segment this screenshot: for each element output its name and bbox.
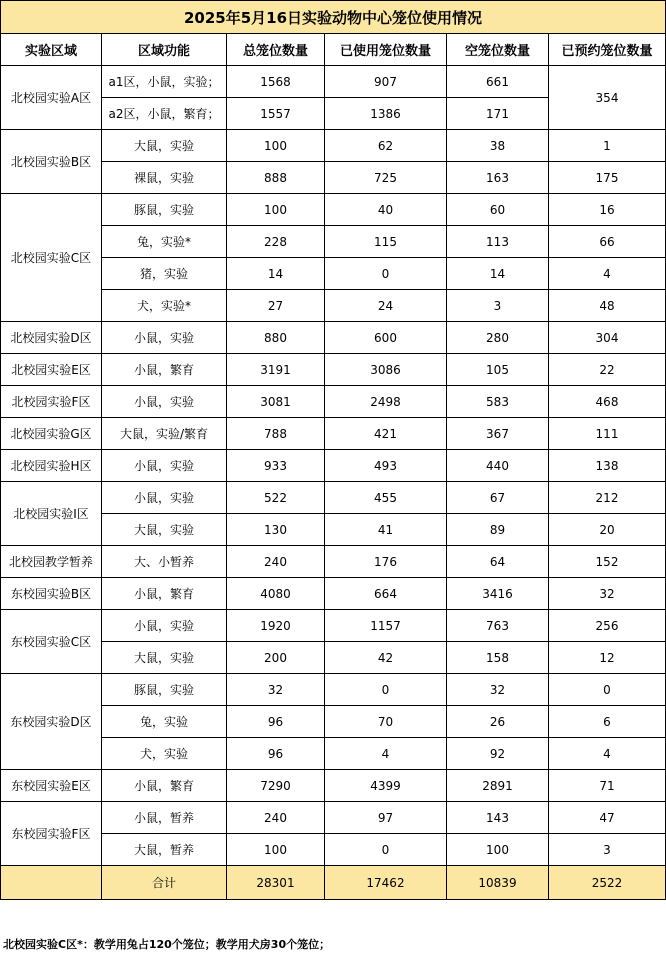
- area-name-cell: 东校园实验D区: [1, 674, 102, 770]
- function-cell: 小鼠，实验: [102, 610, 227, 642]
- table-row: [1, 770, 666, 802]
- used-cell: 41: [325, 514, 447, 546]
- empty-cell: 64: [447, 546, 549, 578]
- used-cell: 2498: [325, 386, 447, 418]
- empty-cell: 367: [447, 418, 549, 450]
- table-row: [1, 322, 666, 354]
- area-name-cell: 东校园实验E区: [1, 770, 102, 802]
- empty-cell: 113: [447, 226, 549, 258]
- function-cell: a2区，小鼠，繁育；: [102, 98, 227, 130]
- reserved-cell: 47: [549, 802, 666, 834]
- empty-cell: 60: [447, 194, 549, 226]
- function-cell: 犬，实验*: [102, 290, 227, 322]
- function-cell: 豚鼠，实验: [102, 194, 227, 226]
- reserved-cell: 48: [549, 290, 666, 322]
- area-name-cell: 北校园实验H区: [1, 450, 102, 482]
- total-cell: 27: [227, 290, 325, 322]
- empty-cell: 763: [447, 610, 549, 642]
- used-cell: 62: [325, 130, 447, 162]
- reserved-cell: 6: [549, 706, 666, 738]
- function-cell: 小鼠，繁育: [102, 578, 227, 610]
- empty-cell: 3416: [447, 578, 549, 610]
- reserved-cell: 4: [549, 258, 666, 290]
- area-name-cell: 东校园实验F区: [1, 802, 102, 866]
- header-function: 区域功能: [102, 34, 227, 66]
- used-cell: 0: [325, 674, 447, 706]
- title-row: [1, 1, 666, 34]
- empty-cell: 158: [447, 642, 549, 674]
- function-cell: 小鼠，繁育: [102, 354, 227, 386]
- total-cell: 96: [227, 706, 325, 738]
- empty-cell: 3: [447, 290, 549, 322]
- function-cell: 小鼠，实验: [102, 322, 227, 354]
- area-name-cell: 北校园实验E区: [1, 354, 102, 386]
- total-cell: 130: [227, 514, 325, 546]
- empty-cell: 583: [447, 386, 549, 418]
- total-cell: 100: [227, 834, 325, 866]
- reserved-cell: 1: [549, 130, 666, 162]
- function-cell: 大、小暂养: [102, 546, 227, 578]
- used-cell: 421: [325, 418, 447, 450]
- table-row: [1, 610, 666, 642]
- function-cell: 猪，实验: [102, 258, 227, 290]
- area-name-cell: 北校园实验B区: [1, 130, 102, 194]
- total-cell: 32: [227, 674, 325, 706]
- empty-cell: 661: [447, 66, 549, 98]
- function-cell: 小鼠，繁育: [102, 770, 227, 802]
- total-cell: 14: [227, 258, 325, 290]
- reserved-cell: 111: [549, 418, 666, 450]
- area-name-cell: 北校园教学暂养: [1, 546, 102, 578]
- reserved-cell: 66: [549, 226, 666, 258]
- reserved-cell: 212: [549, 482, 666, 514]
- function-cell: 豚鼠，实验: [102, 674, 227, 706]
- function-cell: 兔，实验*: [102, 226, 227, 258]
- empty-cell: 14: [447, 258, 549, 290]
- total-cell: 1557: [227, 98, 325, 130]
- total-cell: 228: [227, 226, 325, 258]
- used-cell: 0: [325, 834, 447, 866]
- area-name-cell: 北校园实验G区: [1, 418, 102, 450]
- used-cell: 40: [325, 194, 447, 226]
- function-cell: 大鼠，实验: [102, 514, 227, 546]
- reserved-cell: 152: [549, 546, 666, 578]
- empty-cell: 143: [447, 802, 549, 834]
- empty-cell: 105: [447, 354, 549, 386]
- header-reserved: 已预约笼位数量: [549, 34, 666, 66]
- used-cell: 0: [325, 258, 447, 290]
- empty-cell: 100: [447, 834, 549, 866]
- area-name-cell: 东校园实验C区: [1, 610, 102, 674]
- total-label: 合计: [102, 866, 227, 900]
- function-cell: 小鼠，实验: [102, 482, 227, 514]
- used-cell: 455: [325, 482, 447, 514]
- function-cell: 大鼠，实验/繁育: [102, 418, 227, 450]
- function-cell: 大鼠，暂养: [102, 834, 227, 866]
- total-cages: 28301: [227, 866, 325, 900]
- function-cell: 小鼠，实验: [102, 450, 227, 482]
- function-cell: 小鼠，暂养: [102, 802, 227, 834]
- reserved-cell: 20: [549, 514, 666, 546]
- empty-cell: 163: [447, 162, 549, 194]
- table-row: [1, 194, 666, 226]
- reserved-cell: 4: [549, 738, 666, 770]
- function-cell: 小鼠，实验: [102, 386, 227, 418]
- empty-cell: 92: [447, 738, 549, 770]
- total-reserved: 2522: [549, 866, 666, 900]
- reserved-cell: 138: [549, 450, 666, 482]
- used-cell: 176: [325, 546, 447, 578]
- reserved-cell: 3: [549, 834, 666, 866]
- total-cell: 7290: [227, 770, 325, 802]
- area-name-cell: 北校园实验I区: [1, 482, 102, 546]
- table-row: [1, 482, 666, 514]
- used-cell: 3086: [325, 354, 447, 386]
- table-row: [1, 354, 666, 386]
- table-row: [1, 386, 666, 418]
- total-cell: 240: [227, 546, 325, 578]
- total-cell: 3191: [227, 354, 325, 386]
- footnote: 北校园实验C区*：教学用兔占120个笼位；教学用犬房30个笼位；: [3, 938, 331, 951]
- table-row: [1, 418, 666, 450]
- total-used: 17462: [325, 866, 447, 900]
- table-row: [1, 130, 666, 162]
- total-cell: 96: [227, 738, 325, 770]
- empty-cell: 26: [447, 706, 549, 738]
- used-cell: 907: [325, 66, 447, 98]
- reserved-cell: 71: [549, 770, 666, 802]
- header-total: 总笼位数量: [227, 34, 325, 66]
- total-cell: 888: [227, 162, 325, 194]
- table-row: [1, 450, 666, 482]
- function-cell: 裸鼠，实验: [102, 162, 227, 194]
- used-cell: 493: [325, 450, 447, 482]
- function-cell: 大鼠，实验: [102, 130, 227, 162]
- empty-cell: 280: [447, 322, 549, 354]
- reserved-cell: 0: [549, 674, 666, 706]
- total-cell: 3081: [227, 386, 325, 418]
- total-cell: 880: [227, 322, 325, 354]
- table-row: [1, 802, 666, 834]
- used-cell: 1386: [325, 98, 447, 130]
- total-cell: 100: [227, 194, 325, 226]
- empty-cell: 171: [447, 98, 549, 130]
- area-name-cell: 北校园实验D区: [1, 322, 102, 354]
- total-blank: [1, 866, 102, 900]
- header-area: 实验区域: [1, 34, 102, 66]
- table-row: [1, 674, 666, 706]
- table-row: [1, 578, 666, 610]
- header-row: [1, 34, 666, 66]
- header-empty: 空笼位数量: [447, 34, 549, 66]
- reserved-cell: 304: [549, 322, 666, 354]
- function-cell: a1区，小鼠，实验；: [102, 66, 227, 98]
- used-cell: 24: [325, 290, 447, 322]
- area-name-cell: 北校园实验C区: [1, 194, 102, 322]
- used-cell: 664: [325, 578, 447, 610]
- total-empty: 10839: [447, 866, 549, 900]
- empty-cell: 2891: [447, 770, 549, 802]
- total-cell: 200: [227, 642, 325, 674]
- total-cell: 100: [227, 130, 325, 162]
- total-cell: 933: [227, 450, 325, 482]
- header-used: 已使用笼位数量: [325, 34, 447, 66]
- used-cell: 70: [325, 706, 447, 738]
- reserved-cell: 468: [549, 386, 666, 418]
- used-cell: 42: [325, 642, 447, 674]
- total-cell: 1920: [227, 610, 325, 642]
- empty-cell: 32: [447, 674, 549, 706]
- used-cell: 4: [325, 738, 447, 770]
- table-row: [1, 66, 666, 98]
- empty-cell: 440: [447, 450, 549, 482]
- total-cell: 522: [227, 482, 325, 514]
- table-title: 2025年5月16日实验动物中心笼位使用情况: [1, 1, 666, 34]
- total-row: [1, 866, 666, 900]
- total-cell: 4080: [227, 578, 325, 610]
- function-cell: 大鼠，实验: [102, 642, 227, 674]
- used-cell: 1157: [325, 610, 447, 642]
- reserved-cell: 32: [549, 578, 666, 610]
- used-cell: 4399: [325, 770, 447, 802]
- empty-cell: 89: [447, 514, 549, 546]
- reserved-cell: 354: [549, 66, 666, 130]
- used-cell: 115: [325, 226, 447, 258]
- area-name-cell: 东校园实验B区: [1, 578, 102, 610]
- table-body: [1, 66, 666, 866]
- reserved-cell: 175: [549, 162, 666, 194]
- reserved-cell: 22: [549, 354, 666, 386]
- reserved-cell: 256: [549, 610, 666, 642]
- table-row: [1, 546, 666, 578]
- reserved-cell: 12: [549, 642, 666, 674]
- used-cell: 97: [325, 802, 447, 834]
- reserved-cell: 16: [549, 194, 666, 226]
- empty-cell: 38: [447, 130, 549, 162]
- total-cell: 1568: [227, 66, 325, 98]
- function-cell: 兔，实验: [102, 706, 227, 738]
- total-cell: 240: [227, 802, 325, 834]
- area-name-cell: 北校园实验F区: [1, 386, 102, 418]
- used-cell: 600: [325, 322, 447, 354]
- function-cell: 犬，实验: [102, 738, 227, 770]
- empty-cell: 67: [447, 482, 549, 514]
- used-cell: 725: [325, 162, 447, 194]
- total-cell: 788: [227, 418, 325, 450]
- area-name-cell: 北校园实验A区: [1, 66, 102, 130]
